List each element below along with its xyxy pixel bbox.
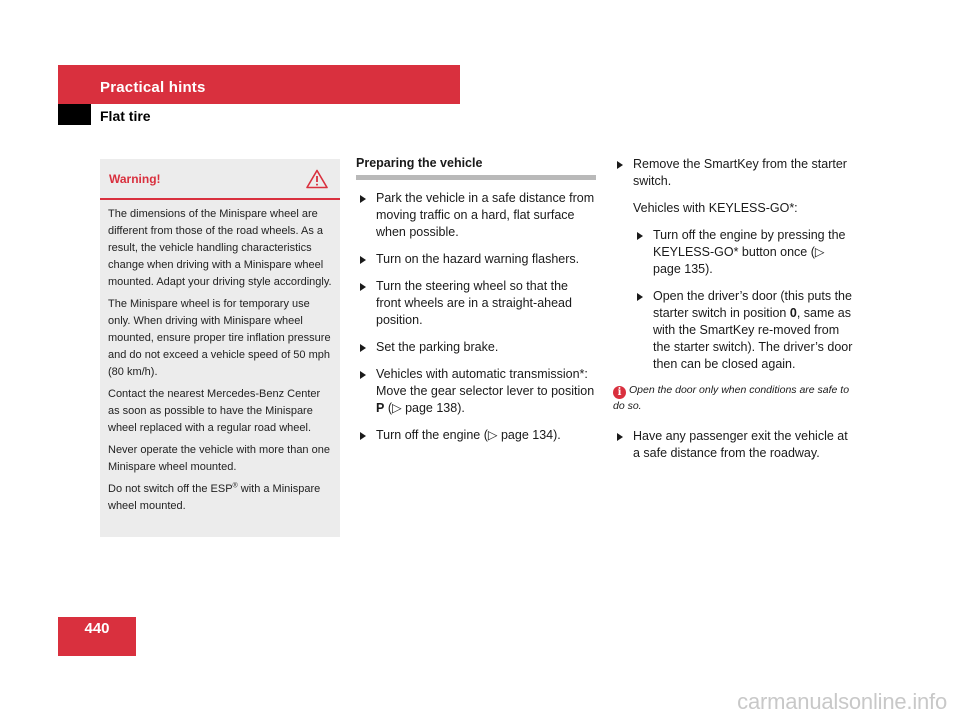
step-item [356, 278, 596, 329]
step-text: Remove the SmartKey from the starter switch. [633, 157, 847, 188]
step-text: Park the vehicle in a safe distance from moving traffic on a hard, flat surface when possible. [376, 191, 595, 239]
step-text: Set the parking brake. [376, 340, 499, 354]
info-note-text: Open the door only when conditions are safe to do so. [613, 384, 850, 412]
warning-body [100, 200, 340, 515]
triangle-bullet-icon [617, 161, 623, 169]
gear-position: P [376, 401, 385, 415]
header-tab-marker [58, 104, 91, 125]
gear-page-ref[interactable]: (▷ page 138). [384, 401, 465, 415]
prep-column [356, 156, 596, 454]
step-item [356, 251, 596, 268]
subsection-title: Flat tire [100, 108, 151, 124]
warning-title: Warning! [109, 172, 161, 186]
engine-text: Turn off the engine (▷ page 134). [376, 428, 561, 442]
step-text: Have any passenger exit the vehicle at a safe distance from the roadway. [633, 429, 848, 460]
watermark: carmanualsonline.info [737, 689, 947, 714]
step-text: Turn the steering wheel so that the front wheels are in a straight-ahead position. [376, 279, 572, 327]
step-item-engine [356, 427, 596, 444]
step-item [633, 227, 853, 278]
triangle-bullet-icon [637, 293, 643, 301]
keyless-intro: Vehicles with KEYLESS-GO*: [633, 201, 798, 215]
gear-text-pre: Vehicles with automatic transmission*: Move the gear selector lever to position [376, 367, 595, 398]
warning-box [100, 159, 340, 537]
key-column [613, 156, 853, 472]
warning-paragraph-esp [108, 481, 332, 515]
step-text: Turn on the hazard warning flashers. [376, 252, 580, 266]
warning-paragraph: The dimensions of the Minispare wheel are different from those of the road wheels. As a result, the vehicle handling characteristics change when driving with a Minispare wheel mounted. Adapt your driving style accordingly. [108, 208, 332, 288]
triangle-bullet-icon [360, 432, 366, 440]
triangle-bullet-icon [360, 195, 366, 203]
triangle-bullet-icon [617, 433, 623, 441]
prep-heading: Preparing the vehicle [356, 156, 596, 180]
triangle-bullet-icon [360, 256, 366, 264]
esp-text-pre: Do not switch off the ESP [108, 483, 233, 495]
info-icon: i [613, 386, 626, 399]
step-text: Turn off the engine by pressing the KEYLESS-GO* button once (▷ page 135). [653, 228, 846, 276]
step-item [356, 339, 596, 356]
triangle-bullet-icon [360, 344, 366, 352]
step-item [613, 156, 853, 190]
info-note [613, 383, 853, 414]
warning-paragraph: Never operate the vehicle with more than one Minispare wheel mounted. [108, 444, 330, 473]
step-item [356, 190, 596, 241]
triangle-bullet-icon [637, 232, 643, 240]
warning-paragraph: The Minispare wheel is for temporary use only. When driving with Minispare wheel mounted, ensure proper tire inflation pressure and do not exceed a vehicle speed of 50 mph (80 km/h). [108, 298, 331, 378]
step-item-door [633, 288, 853, 373]
door-text-post: , same as with the SmartKey re-moved from the starter switch). The driver’s door then can be closed again. [653, 306, 853, 371]
door-text-pre: Open the driver’s door (this puts the starter switch in position [653, 289, 852, 320]
warning-paragraph: Contact the nearest Mercedes-Benz Center as soon as possible to have the Minispare wheel replaced with a regular road wheel. [108, 388, 321, 434]
switch-position: 0 [789, 306, 797, 320]
step-item-gear [356, 366, 596, 417]
section-title: Practical hints [100, 79, 206, 96]
warning-header [100, 159, 340, 200]
registered-mark: ® [232, 482, 238, 490]
step-item [613, 428, 853, 462]
warning-triangle-icon [306, 169, 328, 194]
triangle-bullet-icon [360, 371, 366, 379]
page-number: 440 [84, 620, 110, 637]
triangle-bullet-icon [360, 283, 366, 291]
esp-text-post: with a Minispare wheel mounted. [108, 483, 321, 512]
page-number-box [58, 617, 136, 656]
